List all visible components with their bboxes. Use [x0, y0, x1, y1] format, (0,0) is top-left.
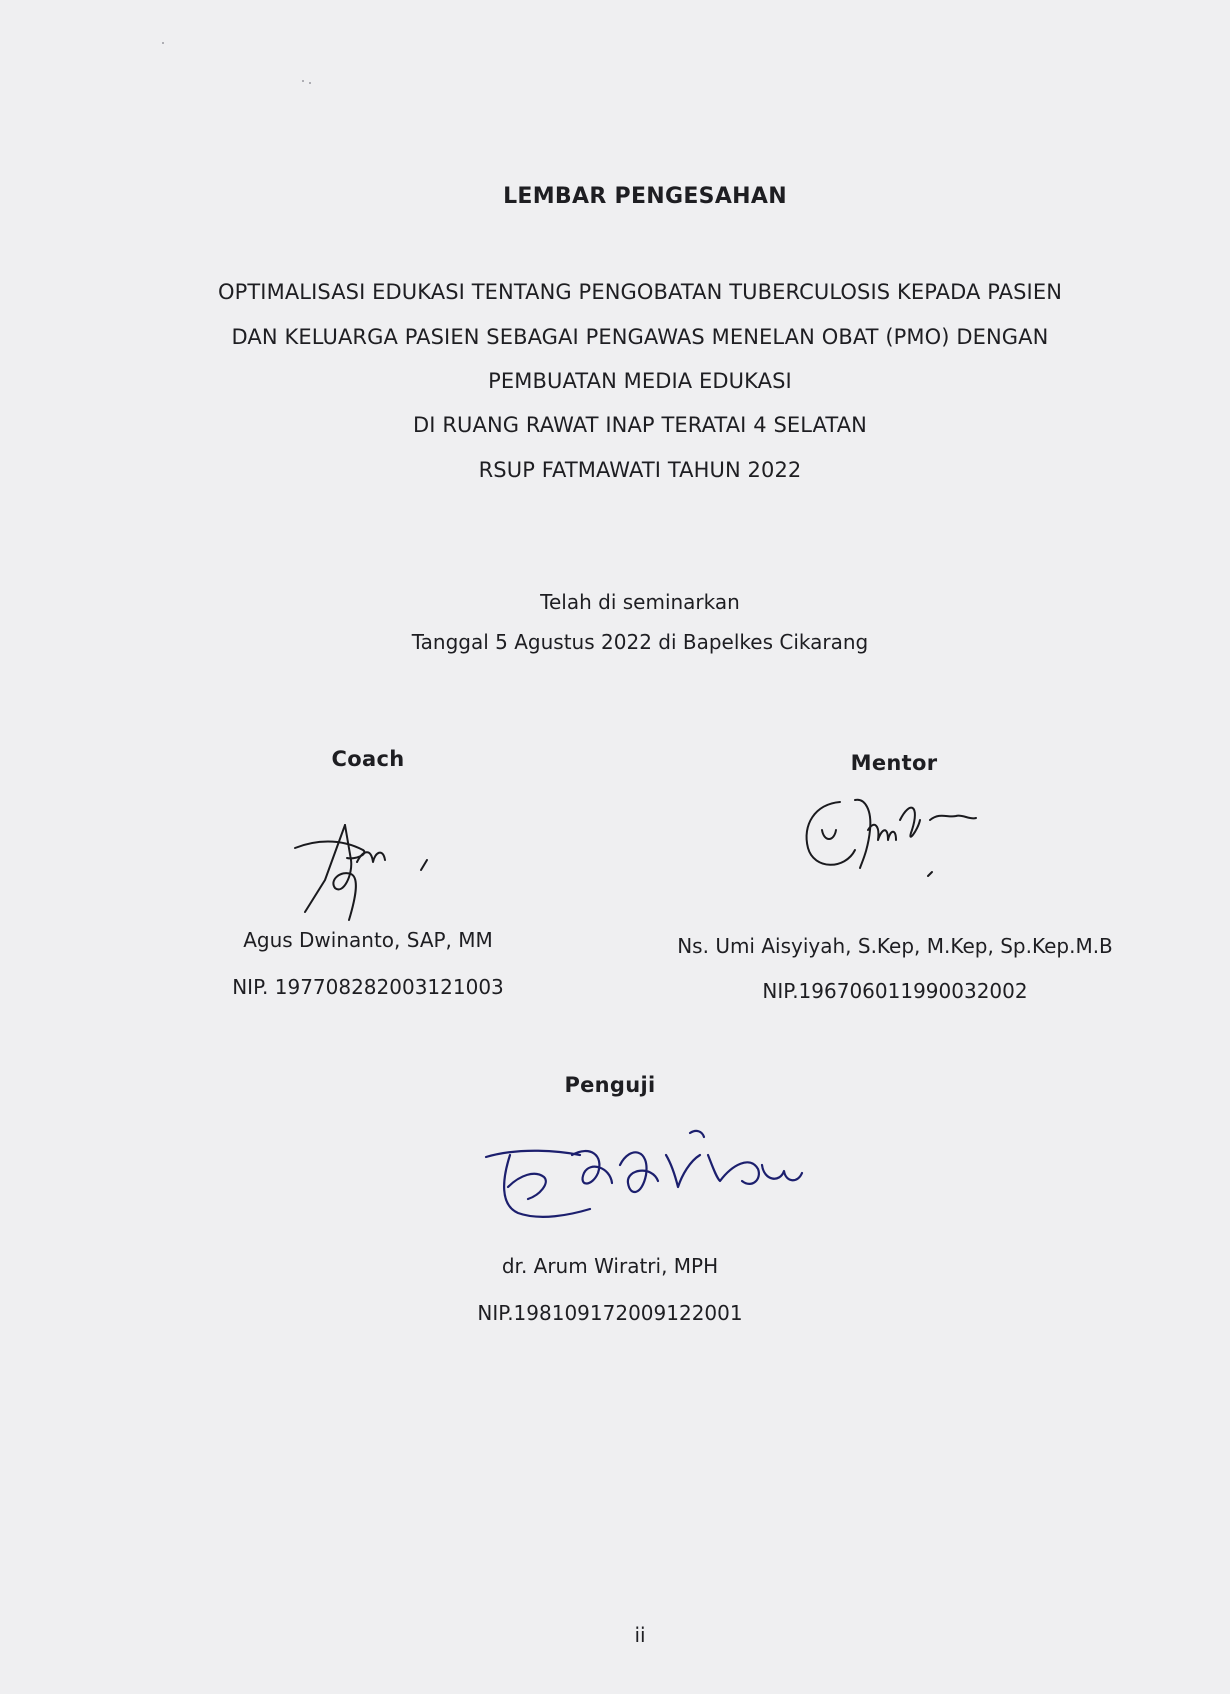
seminar-date-line: Tanggal 5 Agustus 2022 di Bapelkes Cikarang	[411, 630, 869, 654]
mentor-signature	[800, 790, 990, 890]
coach-role-label: Coach	[331, 747, 405, 771]
page-heading: LEMBAR PENGESAHAN	[503, 184, 787, 209]
penguji-role-label: Penguji	[564, 1073, 656, 1097]
scan-speck	[162, 42, 164, 44]
mentor-role-label: Mentor	[850, 751, 938, 775]
scan-speck	[302, 80, 304, 82]
title-line: PEMBUATAN MEDIA EDUKASI	[488, 369, 792, 393]
penguji-signature	[480, 1125, 830, 1235]
coach-nip: NIP. 197708282003121003	[232, 975, 504, 999]
coach-signature	[285, 820, 455, 925]
penguji-name: dr. Arum Wiratri, MPH	[501, 1254, 719, 1278]
coach-name: Agus Dwinanto, SAP, MM	[243, 928, 493, 952]
mentor-nip: NIP.196706011990032002	[762, 979, 1028, 1003]
title-line: OPTIMALISASI EDUKASI TENTANG PENGOBATAN TUBERCULOSIS KEPADA PASIEN	[217, 280, 1063, 304]
title-line: DI RUANG RAWAT INAP TERATAI 4 SELATAN	[413, 413, 867, 437]
mentor-name: Ns. Umi Aisyiyah, S.Kep, M.Kep, Sp.Kep.M.B	[677, 934, 1113, 958]
page-number: ii	[634, 1623, 646, 1647]
title-line: DAN KELUARGA PASIEN SEBAGAI PENGAWAS MENELAN OBAT (PMO) DENGAN	[231, 325, 1049, 349]
scan-speck	[309, 82, 311, 84]
title-line: RSUP FATMAWATI TAHUN 2022	[478, 458, 802, 482]
seminar-line: Telah di seminarkan	[540, 590, 740, 614]
penguji-nip: NIP.198109172009122001	[477, 1301, 743, 1325]
